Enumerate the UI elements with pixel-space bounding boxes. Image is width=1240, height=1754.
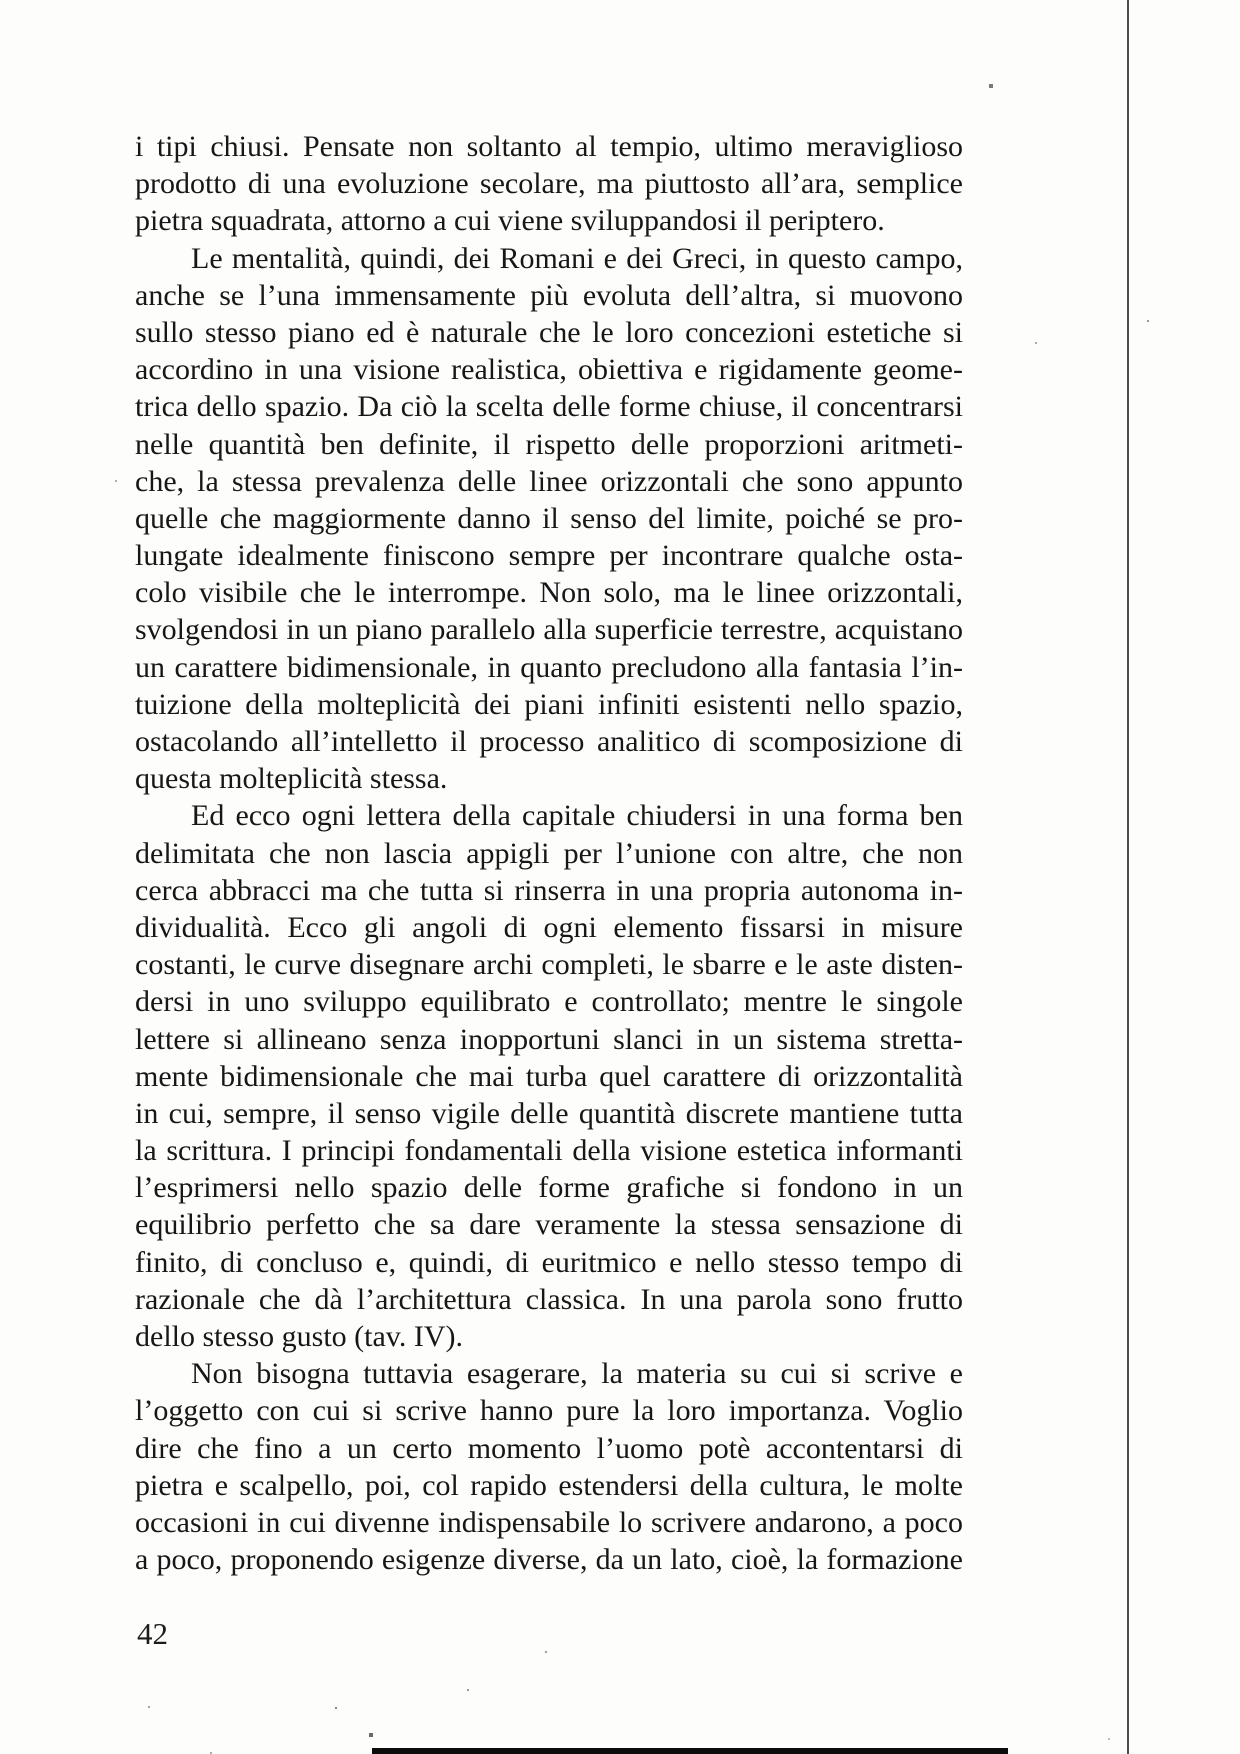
paragraph [135,128,963,240]
text-line: pietra squadrata, attorno a cui viene sviluppandosi il periptero. [135,204,885,238]
text-line: la scrittura. I principi fondamentali della visione estetica informanti [135,1134,963,1168]
text-line: occasioni in cui divenne indispensabile lo scrivere andarono, a poco [135,1505,963,1539]
text-line: anche se l’una immensamente più evoluta dell’altra, si muovono [135,278,963,312]
text-line: accordino in una visione realistica, obiettiva e rigidamente geome- [135,353,963,387]
text-line: quelle che maggiormente danno il senso del limite, poiché se pro- [135,501,963,535]
scan-artifact-bottom-bar [372,1748,1008,1754]
text-line: equilibrio perfetto che sa dare veramente la stessa sensazione di [135,1208,963,1242]
paragraph [135,797,963,1355]
text-line: lettere si allineano senza inopportuni slanci in un sistema stretta- [135,1022,963,1056]
text-line: che, la stessa prevalenza delle linee orizzontali che sono appunto [135,464,963,498]
page-number: 42 [137,1616,168,1651]
text-line: un carattere bidimensionale, in quanto precludono alla fantasia l’in- [135,650,963,684]
text-line: in cui, sempre, il senso vigile delle quantità discrete mantiene tutta [135,1096,963,1130]
text-line: dividualità. Ecco gli angoli di ogni elemento fissarsi in misure [135,910,963,944]
text-line: tuizione della molteplicità dei piani infiniti esistenti nello spazio, [135,687,963,721]
text-line: Non bisogna tuttavia esagerare, la materia su cui si scrive e [191,1357,963,1391]
text-line: cerca abbracci ma che tutta si rinserra in una propria autonoma in- [135,873,963,907]
text-line: finito, di concluso e, quindi, di euritmico e nello stesso tempo di [135,1245,963,1279]
text-line: nelle quantità ben definite, il rispetto delle proporzioni aritmeti- [135,427,963,461]
text-line: razionale che dà l’architettura classica. In una parola sono frutto [135,1282,963,1316]
text-line: dire che fino a un certo momento l’uomo potè accontentarsi di [135,1431,963,1465]
text-line: dersi in uno sviluppo equilibrato e controllato; mentre le singole [135,985,963,1019]
text-line: svolgendosi in un piano parallelo alla superficie terrestre, acquistano [135,613,963,647]
text-line: mente bidimensionale che mai turba quel carattere di orizzontalità [135,1059,963,1093]
scan-noise-specks [0,0,2,2]
paragraph [135,1355,963,1578]
text-line: colo visibile che le interrompe. Non solo, ma le linee orizzontali, [135,576,963,610]
text-line: Le mentalità, quindi, dei Romani e dei Greci, in questo campo, [191,241,963,275]
text-line: dello stesso gusto (tav. IV). [135,1320,464,1353]
text-line: Ed ecco ogni lettera della capitale chiudersi in una forma ben [191,799,963,833]
text-line: pietra e scalpello, poi, col rapido estendersi della cultura, le molte [135,1468,963,1502]
text-line: sullo stesso piano ed è naturale che le loro concezioni estetiche si [135,315,963,349]
text-line: prodotto di una evoluzione secolare, ma piuttosto all’ara, semplice [135,167,963,201]
text-line: l’esprimersi nello spazio delle forme grafiche si fondono in un [135,1171,963,1205]
text-line: costanti, le curve disegnare archi completi, le sbarre e le aste disten- [135,948,963,982]
text-line: questa molteplicità stessa. [135,762,448,796]
text-line: a poco, proponendo esigenze diverse, da un lato, cioè, la formazione [135,1543,963,1577]
body-text [135,128,963,1578]
scan-artifact-vertical-line [1127,0,1129,1754]
text-line: trica dello spazio. Da ciò la scelta delle forme chiuse, il concentrarsi [135,390,963,424]
text-line: l’oggetto con cui si scrive hanno pure la loro importanza. Voglio [135,1394,963,1428]
text-line: lungate idealmente finiscono sempre per incontrare qualche osta- [135,539,963,573]
text-line: delimitata che non lascia appigli per l’unione con altre, che non [135,836,963,870]
text-line: i tipi chiusi. Pensate non soltanto al tempio, ultimo meraviglioso [135,130,963,163]
text-line: ostacolando all’intelletto il processo analitico di scomposizione di [135,725,963,758]
paragraph [135,240,963,798]
